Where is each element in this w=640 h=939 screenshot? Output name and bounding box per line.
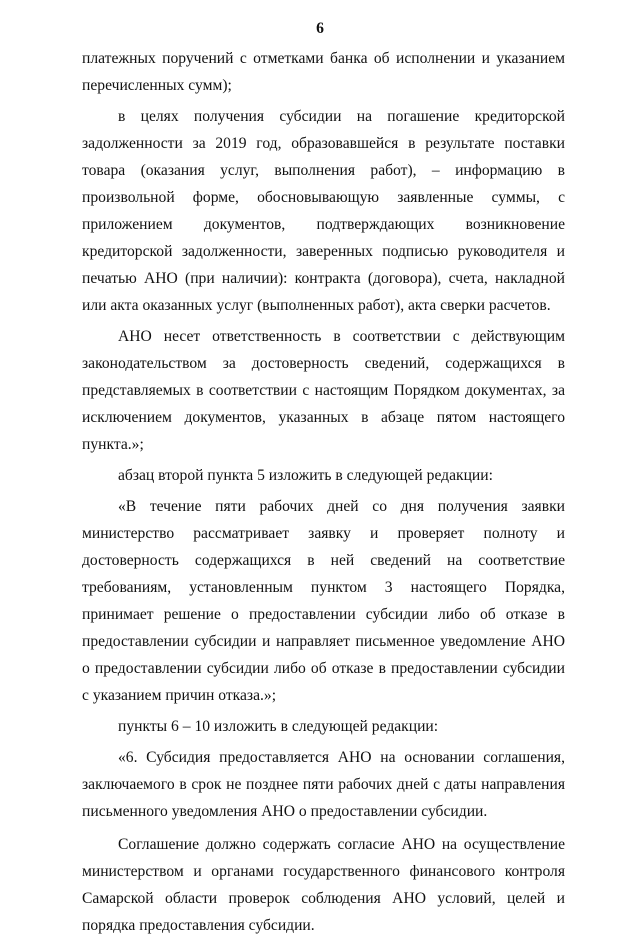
page-number: 6 bbox=[316, 20, 324, 37]
paragraph-point-6: «6. Субсидия предоставляется АНО на основании соглашения, заключаемого в срок не позднее пяти рабочих дней с даты направления письменного уведомления АНО о предоставлении субсидии. bbox=[82, 749, 565, 820]
paragraph-amend-point-5: абзац второй пункта 5 изложить в следующей редакции: bbox=[118, 467, 493, 484]
paragraph-ano-responsibility: АНО несет ответственность в соответствии с действующим законодательством за достоверность сведений, содержащихся в представляемых в соответствии с настоящим Порядком документах, за исключением документов, указанных в абзаце пятом настоящего пункта.»; bbox=[82, 328, 565, 453]
document-body bbox=[82, 45, 565, 939]
paragraph-subsidy-debt: в целях получения субсидии на погашение кредиторской задолженности за 2019 год, образовавшейся в результате поставки товара (оказания услуг, выполнения работ), – информацию в произвольной форме, обосновывающую заявленные суммы, с приложением документов, подтверждающих возникновение кредиторской задолженности, заверенных подписью руководителя и печатью АНО (при наличии): контракта (договора), счета, накладной или акта оказанных услуг (выполненных работ), акта сверки расчетов. bbox=[82, 108, 565, 314]
paragraph-continuation: платежных поручений с отметками банка об исполнении и указанием перечисленных сумм); bbox=[82, 50, 565, 94]
paragraph-agreement-consent: Соглашение должно содержать согласие АНО на осуществление министерством и органами государственного финансового контроля Самарской области проверок соблюдения АНО условий, целей и порядка предоставления субсидии. bbox=[82, 836, 565, 934]
paragraph-review-application: «В течение пяти рабочих дней со дня получения заявки министерство рассматривает заявку и проверяет полноту и достоверность содержащихся в ней сведений на соответствие требованиям, установленным пунктом 3 настоящего Порядка, принимает решение о предоставлении субсидии либо об отказе в предоставлении субсидии и направляет письменное уведомление АНО о предоставлении субсидии либо об отказе в предоставлении субсидии с указанием причин отказа.»; bbox=[82, 498, 565, 704]
paragraph-amend-points-6-10: пункты 6 – 10 изложить в следующей редакции: bbox=[118, 718, 439, 735]
